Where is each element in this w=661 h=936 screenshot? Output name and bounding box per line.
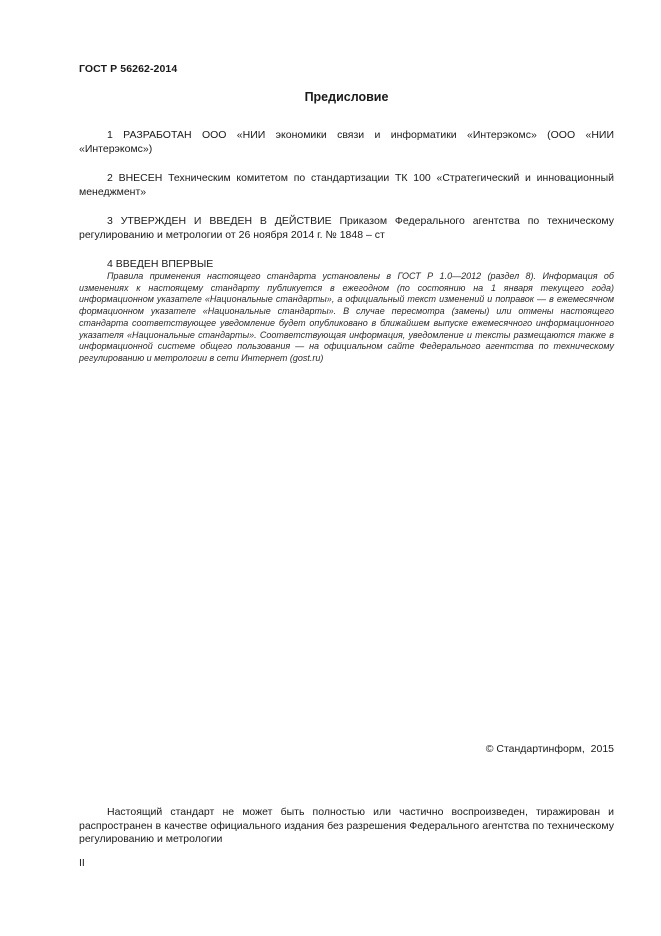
foreword-item-1: 1 РАЗРАБОТАН ООО «НИИ экономики связи и информатики «Интерэкомс» (ООО «НИИ «Интерэкомс») — [79, 129, 614, 155]
foreword-items — [79, 128, 614, 286]
standard-code: ГОСТ Р 56262-2014 — [79, 63, 178, 75]
foreword-item-4: 4 ВВЕДЕН ВПЕРВЫЕ — [107, 258, 214, 270]
foreword-item-3: 3 УТВЕРЖДЕН И ВВЕДЕН В ДЕЙСТВИЕ Приказом Федерального агентства по техническому регулированию и метрологии от 26 ноября 2014 г. № 1848 – ст — [79, 215, 614, 241]
page-number: II — [79, 857, 85, 869]
foreword-item-2: 2 ВНЕСЕН Техническим комитетом по стандартизации ТК 100 «Стратегический и инновационный менеджмент» — [79, 172, 614, 198]
reproduction-notice: Настоящий стандарт не может быть полностью или частично воспроизведен, тиражирован и распространен в качестве официального издания без разрешения Федерального агентства по техническому регулированию и метрологии — [79, 806, 614, 846]
page-title: Предисловие — [304, 90, 389, 104]
application-rules-note: Правила применения настоящего стандарта установлены в ГОСТ Р 1.0—2012 (раздел 8). Информация об изменениях к настоящему стандарту публикуется в ежегодном (по состоянию на 1 января текущего года) информационном указателе «Национальные стандарты», а официальный текст изменений и поправок — в ежемесячном формационном указателе «Национальные стандарты». В случае пересмотра (замены) или отмены настоящего стандарта соответствующее уведомление будет опубликовано в ближайшем выпуске ежемесячного информационного указателя «Национальные стандарты». Соответствующая информация, уведомление и тексты размещаются также в информационной системе общего пользования — на официальном сайте Федерального агентства по техническому регулированию и метрологии в сети Интернет (gost.ru) — [79, 271, 614, 363]
copyright-line: © Стандартинформ, 2015 — [485, 743, 614, 755]
